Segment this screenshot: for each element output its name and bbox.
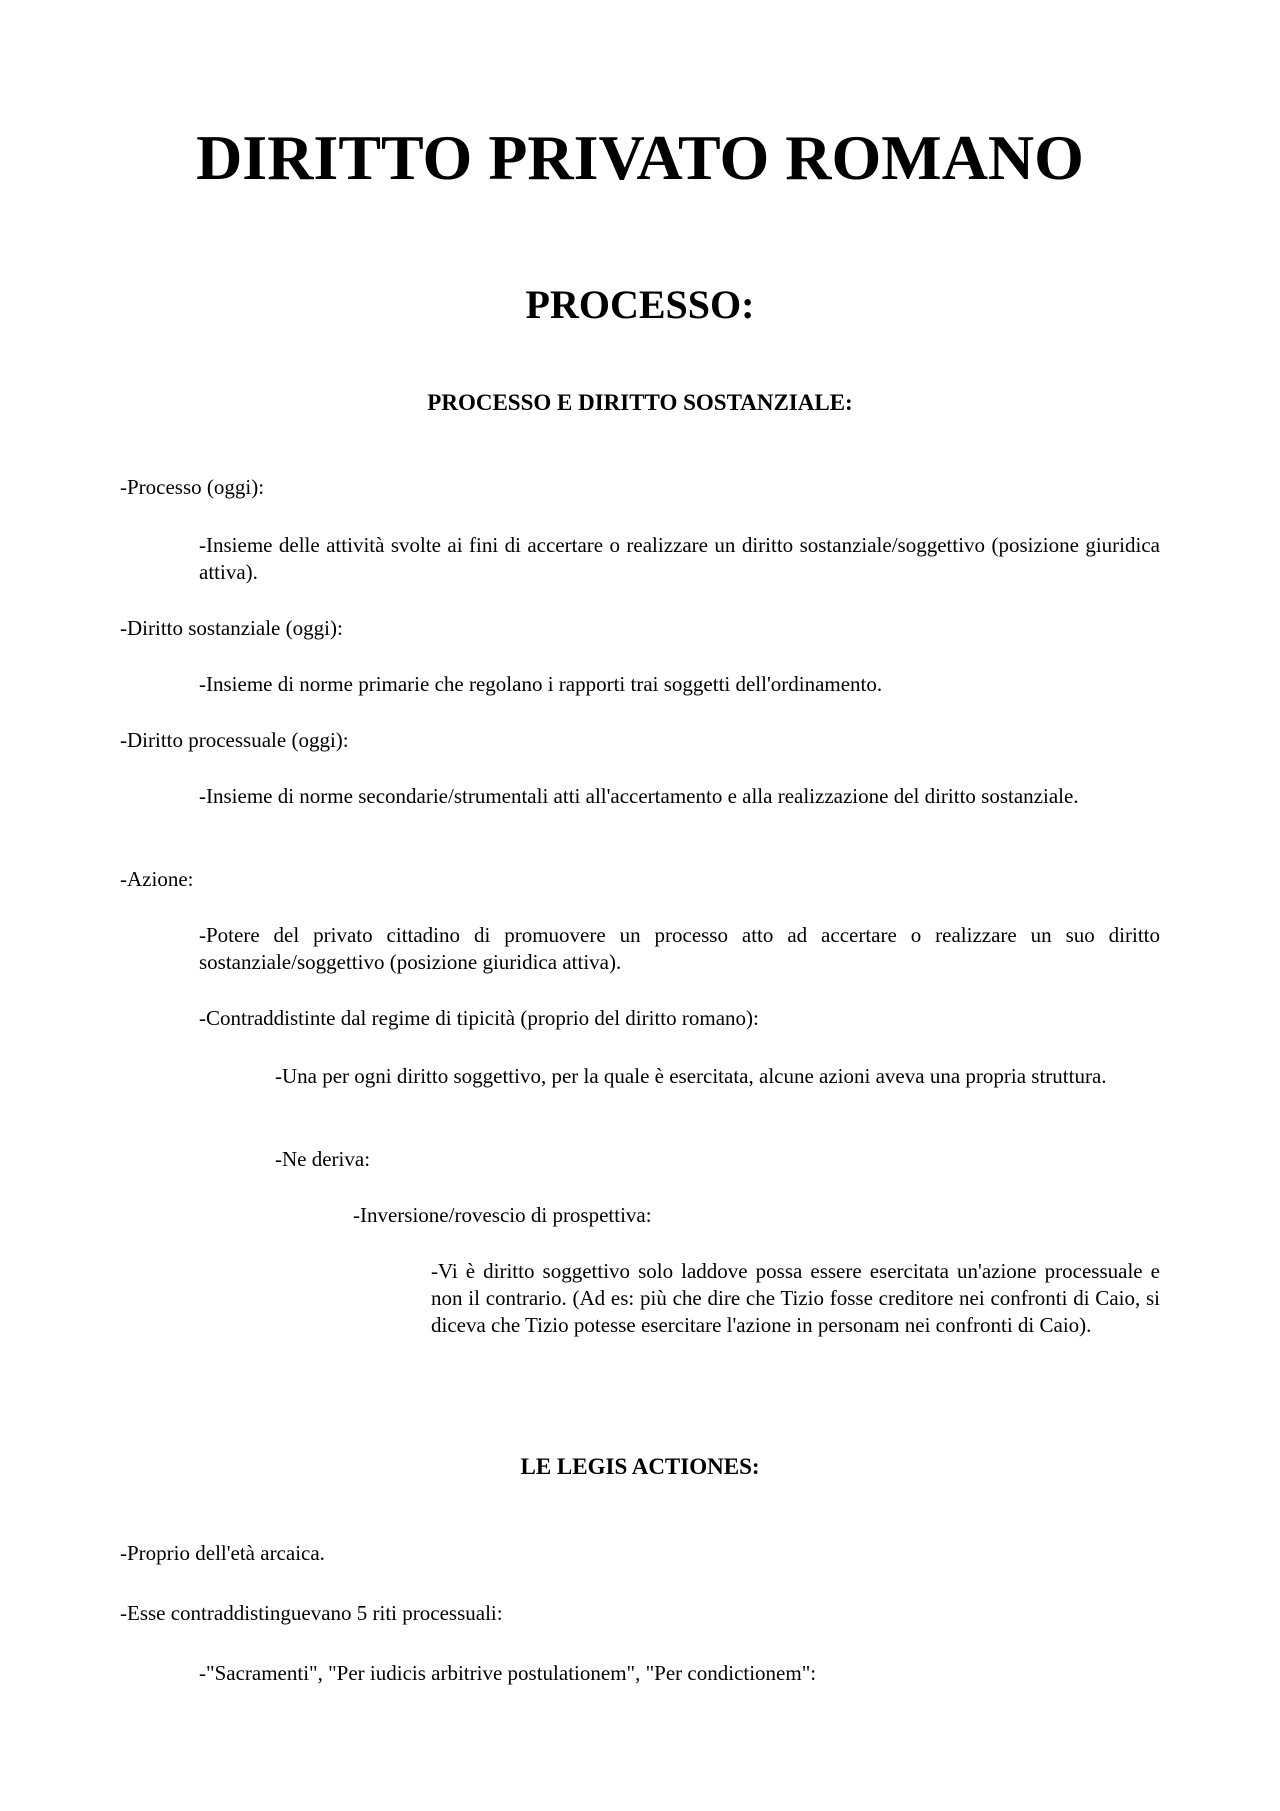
paragraph: -Vi è diritto soggettivo solo laddove possa essere esercitata un'azione processuale e non il contrario. (Ad es: più che dire che Tizio fosse creditore nei confronti di Caio, si diceva che Tizio potesse esercitare l'azione in personam nei confronti di Caio). xyxy=(431,1259,1160,1337)
paragraph: -Diritto sostanziale (oggi): xyxy=(120,616,343,640)
paragraph: -Inversione/rovescio di prospettiva: xyxy=(353,1203,652,1227)
paragraph: -Insieme di norme primarie che regolano i rapporti trai soggetti dell'ordinamento. xyxy=(199,672,883,696)
paragraph: -Esse contraddistinguevano 5 riti processuali: xyxy=(120,1601,503,1625)
paragraph: -Insieme delle attività svolte ai fini di accertare o realizzare un diritto sostanziale/soggettivo (posizione giuridica attiva). xyxy=(199,533,1160,584)
document-title: DIRITTO PRIVATO ROMANO xyxy=(196,122,1084,193)
subsection-heading-processo: PROCESSO E DIRITTO SOSTANZIALE: xyxy=(427,390,853,415)
paragraph: -Ne deriva: xyxy=(275,1147,371,1171)
paragraph: -Proprio dell'età arcaica. xyxy=(120,1541,325,1565)
paragraph: -Insieme di norme secondarie/strumentali atti all'accertamento e alla realizzazione del diritto sostanziale. xyxy=(199,784,1079,808)
paragraph: -Una per ogni diritto soggettivo, per la quale è esercitata, alcune azioni aveva una propria struttura. xyxy=(275,1064,1107,1088)
paragraph: -Processo (oggi): xyxy=(120,475,265,499)
paragraph: -Potere del privato cittadino di promuovere un processo atto ad accertare o realizzare un suo diritto sostanziale/soggettivo (posizione giuridica attiva). xyxy=(199,923,1160,974)
paragraph: -Azione: xyxy=(120,867,194,891)
paragraph: -"Sacramenti", "Per iudicis arbitrive postulationem", "Per condictionem": xyxy=(199,1661,817,1685)
subsection-heading-legis-actiones: LE LEGIS ACTIONES: xyxy=(520,1454,760,1479)
paragraph: -Diritto processuale (oggi): xyxy=(120,728,349,752)
paragraph: -Contraddistinte dal regime di tipicità (proprio del diritto romano): xyxy=(199,1006,759,1030)
section-heading: PROCESSO: xyxy=(525,282,755,327)
